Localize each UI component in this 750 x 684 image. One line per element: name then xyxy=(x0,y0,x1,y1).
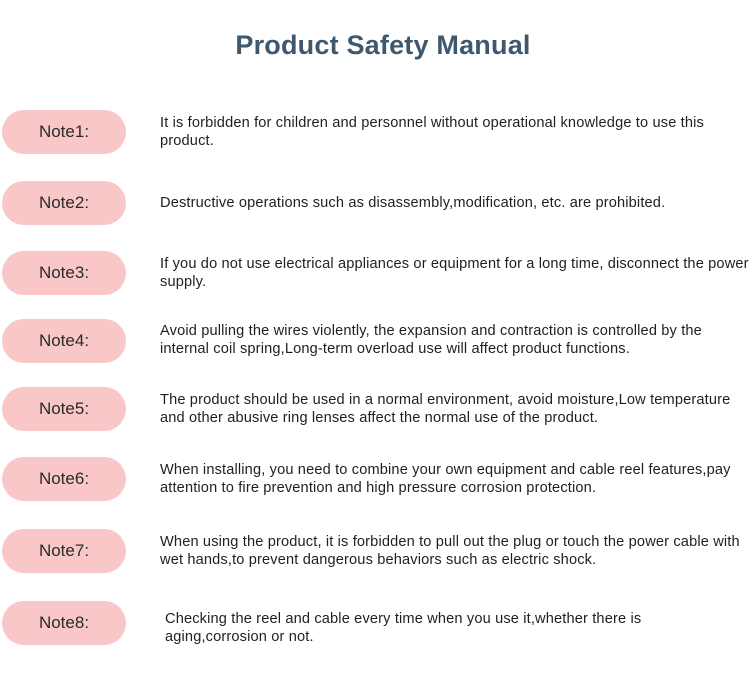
page-title: Product Safety Manual xyxy=(235,30,531,60)
note-label-badge: Note7: xyxy=(2,529,126,573)
note-text: Avoid pulling the wires violently, the expansion and contraction is controlled by the internal coil spring,Long-term overload use will affect product functions. xyxy=(160,323,702,357)
note-text: The product should be used in a normal environment, avoid moisture,Low temperature and other abusive ring lenses affect the normal use of the product. xyxy=(160,392,731,426)
note-label-badge: Note6: xyxy=(2,457,126,501)
note-label-badge: Note2: xyxy=(2,181,126,225)
note-text: Checking the reel and cable every time when you use it,whether there is aging,corrosion or not. xyxy=(165,611,642,645)
note-text: It is forbidden for children and personnel without operational knowledge to use this product. xyxy=(160,115,704,149)
note-label-badge: Note8: xyxy=(2,601,126,645)
note-text: If you do not use electrical appliances or equipment for a long time, disconnect the power supply. xyxy=(160,256,749,290)
note-text: When installing, you need to combine your own equipment and cable reel features,pay attention to fire prevention and high pressure corrosion protection. xyxy=(160,462,731,496)
note-label-badge: Note3: xyxy=(2,251,126,295)
note-label-badge: Note1: xyxy=(2,110,126,154)
note-text: When using the product, it is forbidden to pull out the plug or touch the power cable with wet hands,to prevent dangerous behaviors such as electric shock. xyxy=(160,534,740,568)
note-label-badge: Note5: xyxy=(2,387,126,431)
note-label-badge: Note4: xyxy=(2,319,126,363)
note-text: Destructive operations such as disassembly,modification, etc. are prohibited. xyxy=(160,195,666,211)
